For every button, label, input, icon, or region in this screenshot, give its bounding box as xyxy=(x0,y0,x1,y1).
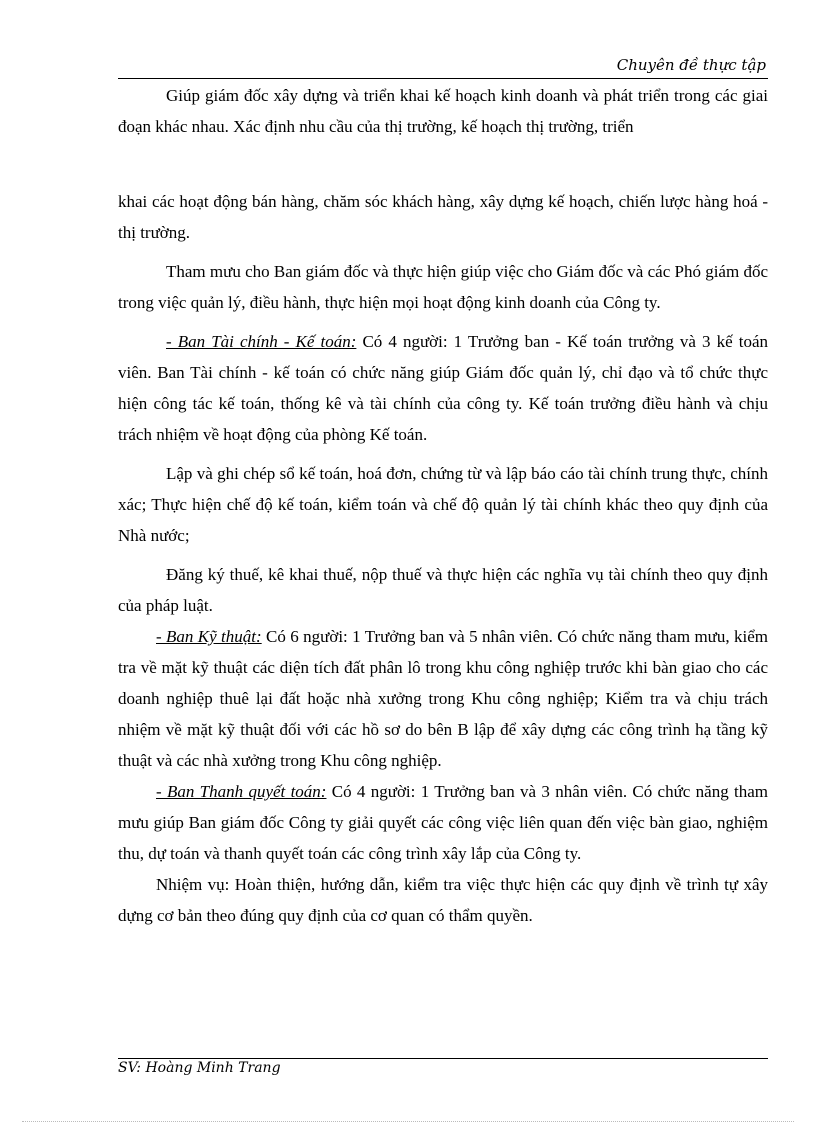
paragraph: Giúp giám đốc xây dựng và triển khai kế hoạch kinh doanh và phát triển trong các giai đoạn khác nhau. Xác định nhu cầu của thị trường, kế hoạch thị trường, triển xyxy=(118,86,768,136)
section-label-settlement: - Ban Thanh quyết toán: xyxy=(156,782,327,801)
document-body xyxy=(118,80,768,931)
paragraph-settlement xyxy=(118,776,768,869)
paragraph-text: Có 6 người: 1 Trưởng ban và 5 nhân viên. Có chức năng tham mưu, kiểm tra về mặt kỹ thuật các diện tích đất phân lô trong khu công nghiệp trước khi bàn giao cho các doanh nghiệp thuê lại đất hoặc nhà xưởng trong Khu công nghiệp; Kiểm tra và chịu trách nhiệm về mặt kỹ thuật đối với các hồ sơ do bên B lập để xây dựng các công trình hạ tầng kỹ thuật và các nhà xưởng trong Khu công nghiệp. xyxy=(118,627,768,770)
section-label-technical: - Ban Kỹ thuật: xyxy=(156,627,262,646)
paragraph-text: Có 4 người: 1 Trưởng ban - Kế toán trưởng và 3 kế toán viên. Ban Tài chính - kế toán có chức năng giúp Giám đốc quản lý, chỉ đạo và tổ chức thực hiện công tác kế toán, thống kê và tài chính của công ty. Kế toán trưởng điều hành và chịu trách nhiệm về hoạt động của phòng Kế toán. xyxy=(118,332,769,444)
paragraph: khai các hoạt động bán hàng, chăm sóc khách hàng, xây dựng kế hoạch, chiến lược hàng hoá - thị trường. xyxy=(118,192,768,242)
paragraph-technical xyxy=(118,621,768,776)
paragraph: Đăng ký thuế, kê khai thuế, nộp thuế và thực hiện các nghĩa vụ tài chính theo quy định của pháp luật. xyxy=(118,565,768,615)
paragraph-finance xyxy=(118,326,768,450)
paragraph: Lập và ghi chép sổ kế toán, hoá đơn, chứng từ và lập báo cáo tài chính trung thực, chính xác; Thực hiện chế độ kế toán, kiểm toán và chế độ quản lý tài chính khác theo quy định của Nhà nước; xyxy=(118,464,768,545)
paragraph-text: Có 4 người: 1 Trưởng ban và 3 nhân viên. Có chức năng tham mưu giúp Ban giám đốc Công ty giải quyết các công việc liên quan đến việc bàn giao, nghiệm thu, dự toán và thanh quyết toán các công trình xây lắp của Công ty. xyxy=(118,782,768,863)
footer-author: SV: Hoàng Minh Trang xyxy=(118,1060,281,1076)
paragraph: Nhiệm vụ: Hoàn thiện, hướng dẫn, kiểm tra việc thực hiện các quy định về trình tự xây dựng cơ bản theo đúng quy định của cơ quan có thẩm quyền. xyxy=(118,875,768,925)
page-header xyxy=(118,56,768,79)
header-title: Chuyên đề thực tập xyxy=(616,56,766,74)
page-edge-divider xyxy=(22,1121,794,1122)
section-label-finance: - Ban Tài chính - Kế toán: xyxy=(166,332,357,351)
paragraph: Tham mưu cho Ban giám đốc và thực hiện giúp việc cho Giám đốc và các Phó giám đốc trong việc quản lý, điều hành, thực hiện mọi hoạt động kinh doanh của Công ty. xyxy=(118,262,768,312)
page-footer xyxy=(118,1058,768,1076)
